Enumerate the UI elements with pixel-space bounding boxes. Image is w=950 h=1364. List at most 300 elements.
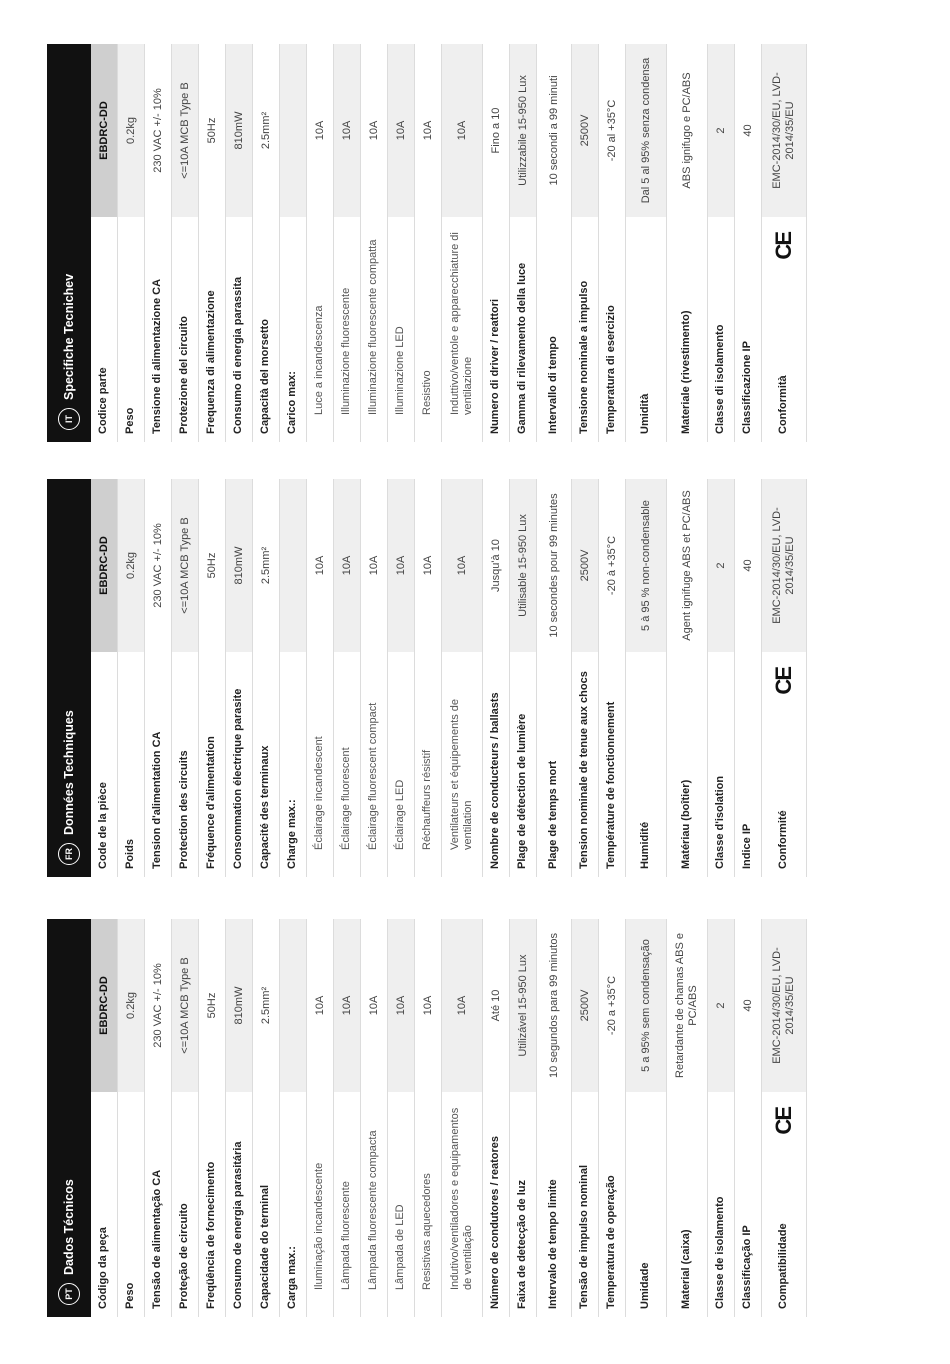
spec-label-text: Frequenza di alimentazione xyxy=(205,290,218,434)
spec-label xyxy=(599,217,625,442)
spec-label xyxy=(253,217,279,442)
spec-label-text: Carga max.: xyxy=(286,1246,299,1309)
spec-value: -20 à +35°C xyxy=(605,535,618,596)
spec-value: Dal 5 al 95% senza condensa xyxy=(626,44,666,217)
spec-row xyxy=(280,479,307,877)
spec-label xyxy=(537,652,571,877)
spec-label-text: Éclairage fluorescent xyxy=(340,747,353,850)
spec-label-text: Plage de temps mort xyxy=(547,760,560,869)
spec-label xyxy=(307,652,333,877)
spec-label xyxy=(199,217,225,442)
spec-label-text: Consumo di energia parassita xyxy=(232,276,245,434)
spec-value: 10A xyxy=(421,120,434,141)
spec-label xyxy=(442,652,482,877)
spec-label xyxy=(667,1092,707,1317)
spec-label xyxy=(91,1092,117,1317)
panel-it xyxy=(47,44,807,442)
spec-label xyxy=(572,1092,598,1317)
spec-value: 2.5mm² xyxy=(259,111,272,150)
spec-label-text: Tension nominale de tenue aux chocs xyxy=(578,671,591,869)
spec-row xyxy=(415,479,442,877)
spec-label xyxy=(572,652,598,877)
spec-value: 10A xyxy=(334,44,360,217)
spec-row xyxy=(572,44,599,442)
spec-label-text: Conformité xyxy=(777,810,790,869)
spec-value: 2.5mm² xyxy=(259,546,272,585)
spec-value: <=10A MCB Type B xyxy=(172,919,198,1092)
spec-row xyxy=(483,479,510,877)
spec-label-text: Luce a incandescenza xyxy=(313,305,326,415)
spec-label xyxy=(762,217,806,442)
spec-label-text: Code de la pièce xyxy=(97,782,110,869)
spec-label-text: Material (caixa) xyxy=(680,1229,693,1309)
spec-value: 10A xyxy=(313,995,326,1016)
spec-label xyxy=(572,217,598,442)
spec-row xyxy=(510,44,537,442)
spec-value: 2 xyxy=(708,919,734,1092)
spec-label xyxy=(415,1092,441,1317)
spec-row xyxy=(226,479,253,877)
spec-row xyxy=(280,44,307,442)
spec-row xyxy=(735,479,762,877)
spec-row xyxy=(307,479,334,877)
spec-label-text: Intervallo di tempo xyxy=(547,336,560,434)
spec-rows xyxy=(91,44,807,442)
spec-label-text: Indice IP xyxy=(741,823,754,869)
spec-row xyxy=(762,919,807,1317)
spec-label-text: Peso xyxy=(124,1282,137,1309)
spec-row xyxy=(537,919,572,1317)
spec-row xyxy=(442,479,483,877)
spec-row xyxy=(626,919,667,1317)
spec-label-text: Éclairage fluorescent compact xyxy=(367,702,380,850)
spec-row xyxy=(599,44,626,442)
spec-value: Agent ignifuge ABS et PC/ABS xyxy=(680,490,693,641)
spec-label-text: Illuminazione fluorescente compatta xyxy=(367,239,380,415)
spec-value: EMC-2014/30/EU, LVD-2014/35/EU xyxy=(762,919,806,1092)
spec-value: ABS ignifugo e PC/ABS xyxy=(680,72,693,189)
spec-row xyxy=(118,44,145,442)
spec-label xyxy=(483,652,509,877)
spec-label-text: Capacité des terminaux xyxy=(259,745,272,869)
spec-label-text: Tensão de impulso nominal xyxy=(578,1164,591,1309)
spec-label xyxy=(735,652,761,877)
spec-label-text: Nombre de conducteurs / ballasts xyxy=(489,692,502,869)
spec-row xyxy=(483,44,510,442)
spec-value xyxy=(280,44,306,217)
spec-row xyxy=(91,919,118,1317)
spec-value: 230 VAC +/- 10% xyxy=(151,523,164,608)
spec-value: EMC-2014/30/EU, LVD-2014/35/EU xyxy=(762,479,806,652)
spec-row xyxy=(118,919,145,1317)
spec-value: 810mW xyxy=(226,479,252,652)
spec-label-text: Matériau (boîtier) xyxy=(680,779,693,869)
spec-label-text: Compatibilidade xyxy=(777,1223,790,1309)
spec-row xyxy=(145,479,172,877)
spec-row xyxy=(667,44,708,442)
spec-row xyxy=(762,44,807,442)
spec-value: EBDRC-DD xyxy=(91,919,117,1092)
spec-value: 2 xyxy=(708,44,734,217)
spec-row xyxy=(626,479,667,877)
spec-label xyxy=(253,652,279,877)
spec-value: -20 al +35°C xyxy=(605,99,618,162)
spec-label xyxy=(626,1092,666,1317)
spec-label xyxy=(361,652,387,877)
spec-rows xyxy=(91,919,807,1317)
spec-label-text: Iluminação incandescente xyxy=(313,1162,326,1290)
spec-value: Até 10 xyxy=(489,989,502,1022)
ce-mark-icon: CE xyxy=(770,668,796,695)
spec-row xyxy=(599,479,626,877)
panel-header xyxy=(47,479,91,877)
spec-label xyxy=(118,217,144,442)
spec-label xyxy=(762,1092,806,1317)
spec-row xyxy=(442,919,483,1317)
spec-label-text: Consommation électrique parasite xyxy=(232,688,245,869)
spec-value: 50Hz xyxy=(205,992,218,1019)
spec-label xyxy=(708,217,734,442)
spec-label-text: Classe d'isolation xyxy=(714,775,727,869)
spec-value: 10 secondes pour 99 minutes xyxy=(547,493,560,638)
spec-label-text: Éclairage LED xyxy=(394,779,407,850)
spec-value xyxy=(280,919,306,1092)
spec-value: 2500V xyxy=(572,44,598,217)
spec-row xyxy=(280,919,307,1317)
spec-row xyxy=(145,919,172,1317)
spec-value: 50Hz xyxy=(205,552,218,579)
ce-mark-icon: CE xyxy=(770,233,796,260)
spec-row xyxy=(253,919,280,1317)
spec-row xyxy=(361,479,388,877)
spec-label-text: Peso xyxy=(124,407,137,434)
spec-label-text: Capacità del morsetto xyxy=(259,319,272,434)
spec-row xyxy=(172,479,199,877)
spec-label xyxy=(253,1092,279,1317)
spec-label-text: Código da peça xyxy=(97,1227,110,1309)
spec-label xyxy=(91,217,117,442)
spec-value: <=10A MCB Type B xyxy=(172,479,198,652)
spec-label xyxy=(483,1092,509,1317)
spec-label xyxy=(172,652,198,877)
spec-value: 230 VAC +/- 10% xyxy=(151,88,164,173)
spec-value: 10A xyxy=(442,44,482,217)
spec-value: 10A xyxy=(334,919,360,1092)
spec-row xyxy=(307,919,334,1317)
spec-label-text: Classificazione IP xyxy=(741,341,754,434)
spec-value: 10A xyxy=(421,995,434,1016)
spec-row xyxy=(762,479,807,877)
spec-value: 2 xyxy=(708,479,734,652)
spec-label-text: Resistivo xyxy=(421,370,434,415)
spec-label xyxy=(537,217,571,442)
spec-value: Utilizável 15-950 Lux xyxy=(510,919,536,1092)
spec-label-text: Materiale (rivestimento) xyxy=(680,310,693,434)
spec-label xyxy=(442,1092,482,1317)
spec-label-text: Freqüência de fornecimento xyxy=(205,1161,218,1309)
spec-row xyxy=(199,479,226,877)
spec-label-text: Protezione del circuito xyxy=(178,316,191,434)
spec-value: 10A xyxy=(367,995,380,1016)
spec-value: 0.2kg xyxy=(118,44,144,217)
spec-label xyxy=(118,652,144,877)
spec-label xyxy=(510,1092,536,1317)
spec-label-text: Consumo de energia parasitária xyxy=(232,1141,245,1309)
lang-badge: IT xyxy=(58,408,80,430)
spec-row xyxy=(172,919,199,1317)
spec-label xyxy=(226,652,252,877)
ce-mark-icon: CE xyxy=(770,1108,796,1135)
spec-value: Utilisable 15-950 Lux xyxy=(510,479,536,652)
panel-title: Dados Técnicos xyxy=(62,1179,76,1275)
spec-label xyxy=(172,217,198,442)
spec-value: 5 à 95 % non-condensable xyxy=(626,479,666,652)
spec-label-text: Tensione nominale a impulso xyxy=(578,280,591,434)
panel-title: Specifiche Tecnichev xyxy=(62,273,76,400)
spec-value: Jusqu'à 10 xyxy=(489,539,502,592)
spec-label-text: Poids xyxy=(124,839,137,869)
spec-label xyxy=(172,1092,198,1317)
spec-value: 10 secondi a 99 minuti xyxy=(547,75,560,186)
spec-row xyxy=(415,44,442,442)
spec-value: 2500V xyxy=(572,919,598,1092)
spec-label-text: Numero di driver / reattori xyxy=(489,298,502,434)
spec-value: 40 xyxy=(741,124,754,137)
spec-label-text: Número de condutores / reatores xyxy=(489,1136,502,1309)
spec-label xyxy=(199,1092,225,1317)
spec-row xyxy=(388,479,415,877)
spec-value: <=10A MCB Type B xyxy=(172,44,198,217)
spec-label xyxy=(334,1092,360,1317)
spec-value: 50Hz xyxy=(205,117,218,144)
spec-label xyxy=(708,652,734,877)
spec-label-text: Carico max: xyxy=(286,371,299,434)
spec-label-text: Tensão de alimentação CA xyxy=(151,1169,164,1309)
spec-row xyxy=(599,919,626,1317)
spec-label-text: Faixa de detecção de luz xyxy=(516,1180,529,1309)
spec-value: 0.2kg xyxy=(118,919,144,1092)
spec-row xyxy=(537,479,572,877)
spec-label-text: Conformità xyxy=(777,375,790,434)
spec-label xyxy=(388,652,414,877)
spec-label xyxy=(626,217,666,442)
spec-label xyxy=(145,217,171,442)
spec-row xyxy=(572,479,599,877)
spec-label-text: Éclairage incandescent xyxy=(313,736,326,850)
spec-label xyxy=(510,217,536,442)
spec-label-text: Température de fonctionnement xyxy=(605,701,618,869)
spec-label xyxy=(307,1092,333,1317)
spec-value: 10A xyxy=(442,479,482,652)
spec-row xyxy=(91,479,118,877)
spec-label xyxy=(199,652,225,877)
spec-label-text: Temperatura de operação xyxy=(605,1175,618,1309)
spec-value: EBDRC-DD xyxy=(91,479,117,652)
spec-label xyxy=(226,1092,252,1317)
spec-row xyxy=(253,479,280,877)
spec-label xyxy=(483,217,509,442)
spec-value: Utilizzabile 15-950 Lux xyxy=(510,44,536,217)
spec-label xyxy=(118,1092,144,1317)
spec-label xyxy=(626,652,666,877)
spec-value: 10A xyxy=(442,919,482,1092)
spec-label-text: Resistivas aquecedores xyxy=(421,1173,434,1290)
spec-value: 10A xyxy=(367,120,380,141)
spec-row xyxy=(667,479,708,877)
spec-label-text: Tension d'alimentation CA xyxy=(151,731,164,869)
spec-label xyxy=(334,652,360,877)
spec-label xyxy=(91,652,117,877)
spec-row xyxy=(118,479,145,877)
spec-label xyxy=(280,1092,306,1317)
spec-value: 10A xyxy=(334,479,360,652)
spec-label xyxy=(361,1092,387,1317)
spec-label-text: Plage de détection de lumière xyxy=(516,713,529,869)
spec-value: 10A xyxy=(388,44,414,217)
spec-value: 810mW xyxy=(226,919,252,1092)
spec-value: 10A xyxy=(388,919,414,1092)
spec-label xyxy=(667,217,707,442)
spec-label xyxy=(226,217,252,442)
spec-value: 40 xyxy=(741,559,754,572)
spec-row xyxy=(442,44,483,442)
spec-label-text: Tensione di alimentazione CA xyxy=(151,278,164,434)
spec-label-text: Lâmpada fluorescente xyxy=(340,1181,353,1290)
spec-label-text: Ventilateurs et équipements de ventilation xyxy=(448,698,474,850)
spec-row xyxy=(708,919,735,1317)
spec-value: Retardante de chamas ABS e PC/ABS xyxy=(674,933,699,1078)
spec-row xyxy=(510,479,537,877)
spec-label xyxy=(735,217,761,442)
spec-label-text: Indutivo/ventiladores e equipamentos de ventilação xyxy=(448,1107,474,1290)
spec-row xyxy=(735,919,762,1317)
spec-label xyxy=(667,652,707,877)
spec-label-text: Lâmpada de LED xyxy=(394,1204,407,1290)
spec-row xyxy=(226,44,253,442)
spec-value: 810mW xyxy=(226,44,252,217)
spec-row xyxy=(667,919,708,1317)
spec-value: 10A xyxy=(313,120,326,141)
spec-row xyxy=(361,919,388,1317)
spec-rows xyxy=(91,479,807,877)
panel-title: Données Techniques xyxy=(62,710,76,835)
spec-value: EBDRC-DD xyxy=(91,44,117,217)
spec-label-text: Illuminazione LED xyxy=(394,326,407,415)
panel-header xyxy=(47,919,91,1317)
spec-value: 40 xyxy=(741,999,754,1012)
spec-label-text: Fréquence d'alimentation xyxy=(205,736,218,869)
spec-value: 2500V xyxy=(572,479,598,652)
spec-value: EMC-2014/30/EU, LVD-2014/35/EU xyxy=(762,44,806,217)
spec-row xyxy=(388,44,415,442)
spec-label xyxy=(145,652,171,877)
spec-value: 0.2kg xyxy=(118,479,144,652)
spec-row xyxy=(626,44,667,442)
spec-label-text: Umidità xyxy=(639,393,652,434)
spec-label xyxy=(307,217,333,442)
panel-header xyxy=(47,44,91,442)
spec-label xyxy=(599,1092,625,1317)
spec-row xyxy=(199,919,226,1317)
spec-row xyxy=(708,44,735,442)
panel-pt xyxy=(47,919,807,1317)
spec-label xyxy=(280,652,306,877)
spec-label-text: Induttivo/ventole e apparecchiature di ventilazione xyxy=(448,232,474,415)
spec-label xyxy=(415,217,441,442)
spec-value: -20 a +35°C xyxy=(605,975,618,1036)
spec-label-text: Humidité xyxy=(639,821,652,869)
spec-row xyxy=(415,919,442,1317)
spec-row xyxy=(735,44,762,442)
spec-label-text: Classe de isolamento xyxy=(714,1196,727,1309)
spec-value: 10A xyxy=(367,555,380,576)
spec-label xyxy=(388,1092,414,1317)
spec-label-text: Capacidade do terminal xyxy=(259,1184,272,1309)
spec-label-text: Réchauffeurs résistif xyxy=(421,749,434,850)
spec-label xyxy=(334,217,360,442)
spec-row xyxy=(253,44,280,442)
spec-label xyxy=(762,652,806,877)
spec-row xyxy=(708,479,735,877)
spec-value: 10A xyxy=(421,555,434,576)
spec-label xyxy=(735,1092,761,1317)
spec-label-text: Classe di isolamento xyxy=(714,324,727,434)
spec-value: 2.5mm² xyxy=(259,986,272,1025)
spec-row xyxy=(334,44,361,442)
spec-row xyxy=(172,44,199,442)
spec-value xyxy=(280,479,306,652)
spec-label xyxy=(537,1092,571,1317)
spec-value: 10A xyxy=(388,479,414,652)
spec-label xyxy=(415,652,441,877)
spec-label-text: Charge max.: xyxy=(286,799,299,869)
spec-label-text: Gamma di rilevamento della luce xyxy=(516,262,529,434)
spec-row xyxy=(537,44,572,442)
spec-label xyxy=(510,652,536,877)
spec-row xyxy=(361,44,388,442)
spec-label-text: Temperatura di esercizio xyxy=(605,305,618,434)
panel-fr xyxy=(47,479,807,877)
spec-label xyxy=(280,217,306,442)
spec-label xyxy=(361,217,387,442)
spec-label xyxy=(599,652,625,877)
spec-label xyxy=(708,1092,734,1317)
spec-value: 10A xyxy=(313,555,326,576)
spec-value: 10 segundos para 99 minutos xyxy=(547,933,560,1078)
spec-row xyxy=(226,919,253,1317)
lang-badge: FR xyxy=(58,843,80,865)
spec-label-text: Illuminazione fluorescente xyxy=(340,287,353,415)
spec-label xyxy=(442,217,482,442)
spec-value: Fino a 10 xyxy=(489,107,502,154)
spec-row xyxy=(483,919,510,1317)
spec-label-text: Proteção de circuito xyxy=(178,1203,191,1309)
spec-row xyxy=(91,44,118,442)
spec-label-text: Protection des circuits xyxy=(178,750,191,869)
spec-label-text: Codice parte xyxy=(97,367,110,434)
spec-row xyxy=(572,919,599,1317)
spec-row xyxy=(199,44,226,442)
spec-row xyxy=(145,44,172,442)
spec-row xyxy=(388,919,415,1317)
spec-value: 230 VAC +/- 10% xyxy=(151,963,164,1048)
spec-value: 5 a 95% sem condensação xyxy=(626,919,666,1092)
spec-label-text: Classificação IP xyxy=(741,1225,754,1309)
spec-row xyxy=(510,919,537,1317)
spec-label-text: Intervalo de tempo limite xyxy=(547,1179,560,1309)
spec-row xyxy=(334,479,361,877)
lang-badge: PT xyxy=(58,1283,80,1305)
